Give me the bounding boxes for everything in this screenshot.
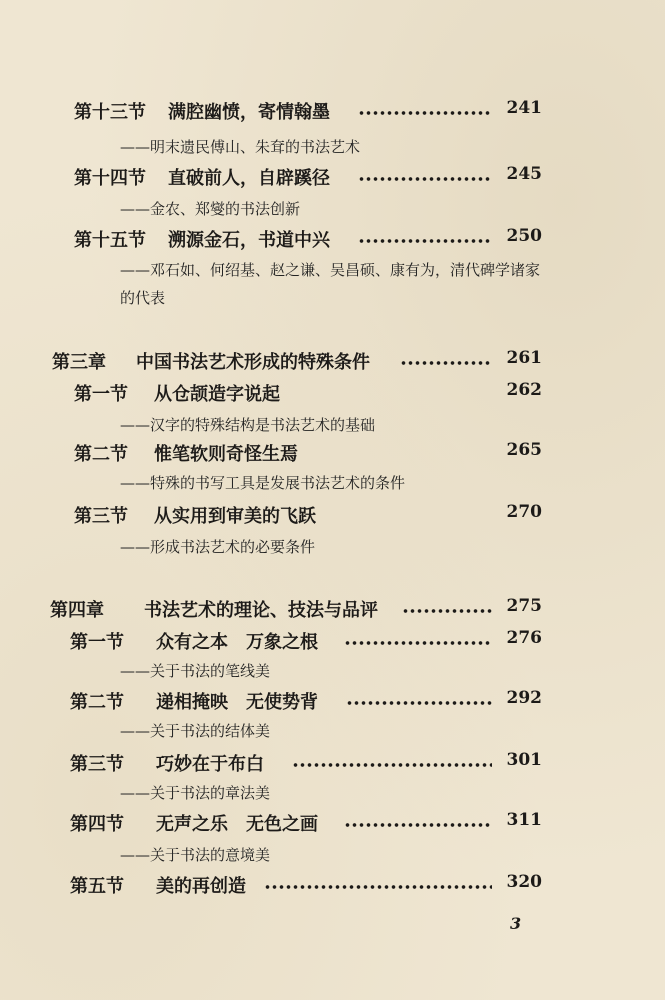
section-title: 惟笔软则奇怪生焉 <box>154 444 298 465</box>
leader-dots <box>400 360 492 366</box>
section-number: 第二节 <box>74 444 128 465</box>
toc-entry-section-13 <box>0 98 665 132</box>
page-number: 301 <box>506 750 542 770</box>
section-number: 第十五节 <box>74 230 146 251</box>
section-number: 第三节 <box>70 754 124 775</box>
toc-entry-chapter-3 <box>0 348 665 382</box>
section-title: 从实用到审美的飞跃 <box>154 506 316 527</box>
chapter-number: 第三章 <box>52 352 106 373</box>
section-subtitle: ——明末遗民傅山、朱耷的书法艺术 <box>120 138 361 156</box>
section-number: 第二节 <box>70 692 124 713</box>
section-subtitle: ——关于书法的结体美 <box>120 722 271 740</box>
section-number: 第三节 <box>74 506 128 527</box>
section-title: 巧妙在于布白 <box>156 754 264 775</box>
section-subtitle: ——特殊的书写工具是发展书法艺术的条件 <box>120 474 406 492</box>
section-title: 溯源金石，书道中兴 <box>168 230 330 251</box>
section-subtitle: ——关于书法的章法美 <box>120 784 271 802</box>
section-subtitle: ——汉字的特殊结构是书法艺术的基础 <box>120 416 376 434</box>
toc-entry-chapter-4 <box>0 596 665 630</box>
section-title: 递相掩映 无使势背 <box>156 692 318 713</box>
toc-entry-section-15 <box>0 226 665 260</box>
chapter-title: 书法艺术的理论、技法与品评 <box>144 600 378 621</box>
section-title: 满腔幽愤，寄情翰墨 <box>168 102 330 123</box>
toc-entry-ch4-section-3 <box>0 750 665 784</box>
leader-dots <box>358 110 492 116</box>
section-number: 第四节 <box>70 814 124 835</box>
toc-entry-ch3-section-3 <box>0 502 665 536</box>
toc-entry-section-14 <box>0 164 665 198</box>
page-number: 245 <box>506 164 542 184</box>
page-number: 276 <box>506 628 542 648</box>
page-number: 311 <box>506 810 542 830</box>
section-number: 第十四节 <box>74 168 146 189</box>
section-number: 第一节 <box>70 632 124 653</box>
leader-dots <box>344 640 492 646</box>
toc-entry-ch3-section-2 <box>0 440 665 474</box>
section-number: 第一节 <box>74 384 128 405</box>
toc-entry-ch4-section-4 <box>0 810 665 844</box>
section-title: 从仓颉造字说起 <box>154 384 280 405</box>
page-number: 250 <box>506 226 542 246</box>
section-subtitle: ——金农、郑燮的书法创新 <box>120 200 301 218</box>
section-title: 直破前人，自辟蹊径 <box>168 168 330 189</box>
section-subtitle: ——形成书法艺术的必要条件 <box>120 538 316 556</box>
section-number: 第十三节 <box>74 102 146 123</box>
section-subtitle: ——关于书法的意境美 <box>120 846 271 864</box>
section-subtitle: ——关于书法的笔线美 <box>120 662 271 680</box>
leader-dots <box>402 608 492 614</box>
page-number: 241 <box>506 98 542 118</box>
page-number: 320 <box>506 872 542 892</box>
section-subtitle: ——邓石如、何绍基、赵之谦、吴昌硕、康有为，清代碑学诸家的代表 <box>120 261 541 307</box>
toc-entry-ch4-section-5 <box>0 872 665 906</box>
section-title: 无声之乐 无色之画 <box>156 814 318 835</box>
chapter-number: 第四章 <box>50 600 104 621</box>
page-folio: 3 <box>510 914 522 933</box>
section-title: 众有之本 万象之根 <box>156 632 318 653</box>
leader-dots <box>344 822 492 828</box>
page-number: 275 <box>506 596 542 616</box>
page-number: 262 <box>506 380 542 400</box>
page-number: 292 <box>506 688 542 708</box>
toc-entry-ch3-section-1 <box>0 380 665 414</box>
section-title: 美的再创造 <box>156 876 246 897</box>
chapter-title: 中国书法艺术形成的特殊条件 <box>136 352 370 373</box>
page-number: 270 <box>506 502 542 522</box>
leader-dots <box>358 238 492 244</box>
section-number: 第五节 <box>70 876 124 897</box>
leader-dots <box>264 884 492 890</box>
toc-entry-ch4-section-2 <box>0 688 665 722</box>
leader-dots <box>358 176 492 182</box>
leader-dots <box>292 762 492 768</box>
leader-dots <box>346 700 492 706</box>
page-number: 261 <box>506 348 542 368</box>
toc-entry-ch4-section-1 <box>0 628 665 662</box>
page-number: 265 <box>506 440 542 460</box>
